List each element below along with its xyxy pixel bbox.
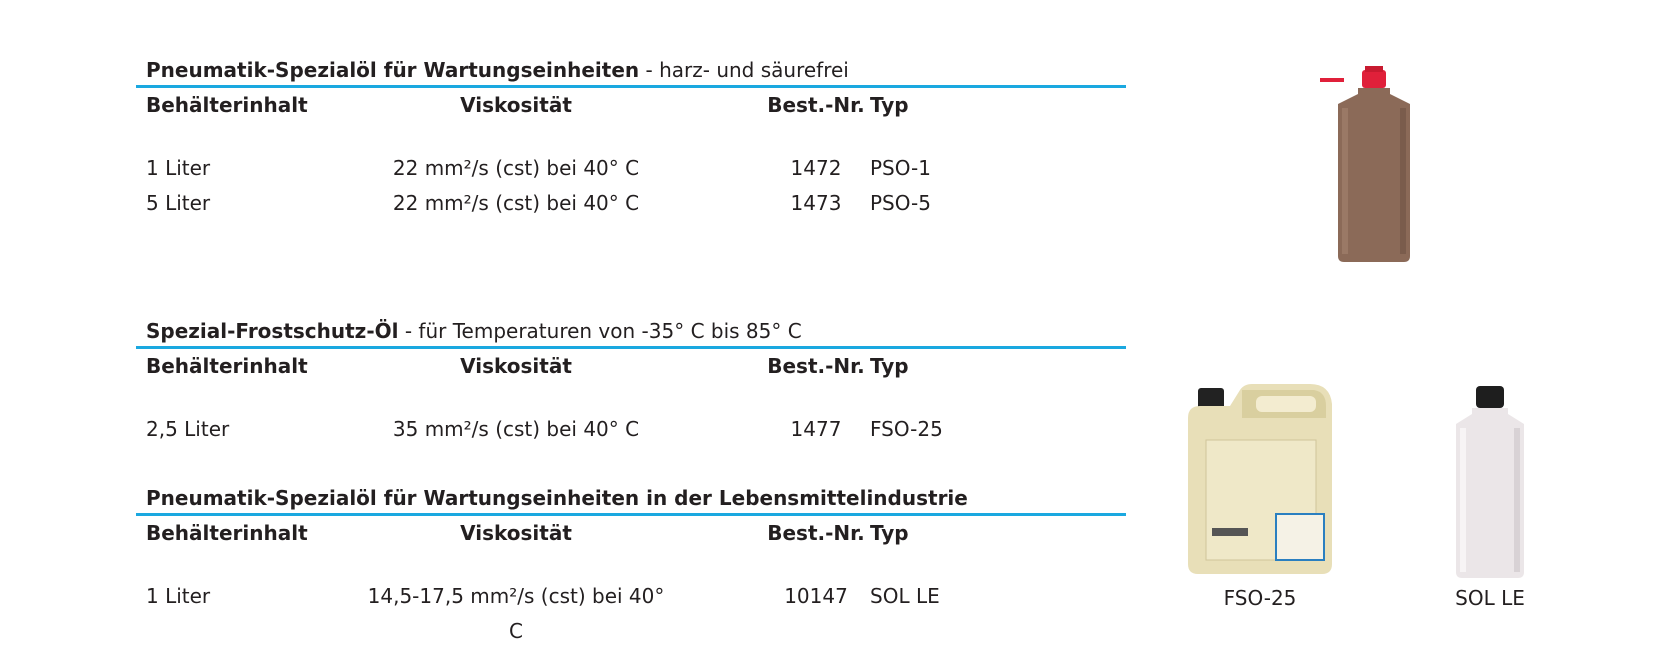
section-title	[136, 485, 1126, 511]
section-pso	[136, 57, 1126, 221]
table-header	[136, 516, 1126, 551]
cell-order-no: 1473	[790, 191, 842, 215]
header-viscosity: Viskosität	[460, 354, 572, 378]
section-title-rest: - für Temperaturen von -35° C bis 85° C	[398, 319, 802, 343]
section-fso	[136, 318, 1126, 447]
section-title-bold: Pneumatik-Spezialöl für Wartungseinheiten in der Lebensmittelindustrie	[146, 486, 968, 510]
cell-order-no: 1477	[790, 417, 842, 441]
cell-contents: 1 Liter	[146, 584, 211, 608]
section-title-bold: Pneumatik-Spezialöl für Wartungseinheiten	[146, 58, 640, 82]
table-header	[136, 88, 1126, 123]
cell-viscosity: 22 mm²/s (cst) bei 40° C	[392, 156, 640, 180]
cell-type: PSO-1	[870, 156, 931, 180]
cell-type: FSO-25	[870, 417, 943, 441]
section-title	[136, 57, 1126, 83]
caption-canister: FSO-25	[1223, 586, 1297, 610]
canister-image	[1180, 378, 1340, 578]
table-row	[136, 412, 1126, 447]
cell-type: SOL LE	[870, 584, 940, 608]
header-order-no: Best.-Nr.	[767, 93, 865, 117]
header-type: Typ	[870, 93, 909, 117]
cell-viscosity: 14,5-17,5 mm²/s (cst) bei 40° C	[367, 584, 665, 643]
header-type: Typ	[870, 354, 909, 378]
oil-bottle-image	[1318, 64, 1428, 264]
cell-type: PSO-5	[870, 191, 931, 215]
section-title	[136, 318, 1126, 344]
table-row	[136, 151, 1126, 186]
header-order-no: Best.-Nr.	[767, 354, 865, 378]
header-order-no: Best.-Nr.	[767, 521, 865, 545]
table-row	[136, 579, 1126, 643]
section-title-bold: Spezial-Frostschutz-Öl	[146, 319, 399, 343]
header-viscosity: Viskosität	[460, 521, 572, 545]
header-contents: Behälterinhalt	[146, 354, 308, 378]
cell-contents: 2,5 Liter	[146, 417, 230, 441]
table-row	[136, 186, 1126, 221]
cell-viscosity: 35 mm²/s (cst) bei 40° C	[392, 417, 640, 441]
caption-white-bottle: SOL LE	[1455, 586, 1525, 610]
cell-viscosity: 22 mm²/s (cst) bei 40° C	[392, 191, 640, 215]
header-contents: Behälterinhalt	[146, 93, 308, 117]
white-bottle-image	[1450, 384, 1530, 580]
cell-order-no: 1472	[790, 156, 842, 180]
header-viscosity: Viskosität	[460, 93, 572, 117]
cell-contents: 1 Liter	[146, 156, 211, 180]
section-title-rest: - harz- und säurefrei	[639, 58, 849, 82]
table-header	[136, 349, 1126, 384]
cell-contents: 5 Liter	[146, 191, 211, 215]
cell-order-no: 10147	[784, 584, 848, 608]
header-type: Typ	[870, 521, 909, 545]
header-contents: Behälterinhalt	[146, 521, 308, 545]
section-sol	[136, 485, 1126, 643]
